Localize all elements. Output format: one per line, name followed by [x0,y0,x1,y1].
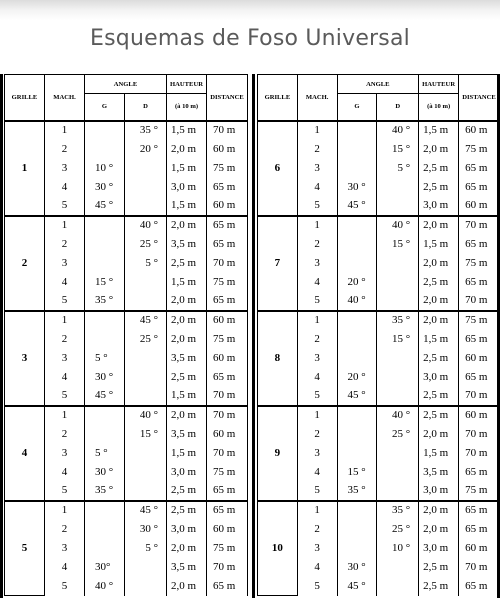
mach-cell: 2 [297,330,337,349]
angle-d-cell: 25 ° [377,425,419,444]
hauteur-cell: 1,5 m [167,273,207,292]
hauteur-cell: 2,0 m [419,216,459,235]
mach-cell: 2 [297,235,337,254]
angle-d-cell [377,444,419,463]
mach-cell: 3 [45,159,85,178]
angle-d-cell [377,197,419,216]
distance-cell: 65 m [459,235,500,254]
distance-cell: 75 m [207,463,248,482]
header-mach: MACH. [297,75,337,121]
hauteur-cell: 2,5 m [419,159,459,178]
distance-cell: 75 m [459,482,500,501]
table-row [258,121,500,140]
angle-d-cell: 40 ° [377,406,419,425]
angle-d-cell [125,349,167,368]
header-hauteur: HAUTEUR [167,75,207,94]
distance-cell: 75 m [207,539,248,558]
hauteur-cell: 2,0 m [419,520,459,539]
grille-number: 6 [258,121,298,216]
angle-g-cell: 10 ° [85,159,125,178]
mach-cell: 2 [45,520,85,539]
distance-cell: 60 m [207,197,248,216]
header-angle: ANGLE [337,75,419,94]
angle-d-cell [125,197,167,216]
angle-g-cell [337,140,377,159]
hauteur-cell: 3,0 m [419,368,459,387]
angle-g-cell: 30 ° [337,558,377,577]
distance-cell: 65 m [207,235,248,254]
hauteur-cell: 3,5 m [167,558,207,577]
grille-number: 3 [5,311,45,406]
table-body-right [258,121,500,596]
mach-cell: 5 [45,577,85,596]
distance-cell: 60 m [459,539,500,558]
angle-d-cell: 40 ° [125,406,167,425]
distance-cell: 65 m [459,159,500,178]
angle-d-cell [125,482,167,501]
mach-cell: 1 [297,501,337,520]
distance-cell: 65 m [207,501,248,520]
hauteur-cell: 2,0 m [167,577,207,596]
hauteur-cell: 2,0 m [419,501,459,520]
distance-cell: 65 m [459,368,500,387]
mach-cell: 2 [297,140,337,159]
mach-cell: 3 [297,539,337,558]
mach-cell: 3 [45,349,85,368]
hauteur-cell: 2,5 m [419,387,459,406]
grille-number: 5 [5,501,45,596]
angle-g-cell: 15 ° [85,273,125,292]
hauteur-cell: 3,0 m [167,520,207,539]
mach-cell: 5 [297,197,337,216]
header-mach: MACH. [45,75,85,121]
hauteur-cell: 2,0 m [167,311,207,330]
header-distance: DISTANCE [207,75,248,121]
angle-d-cell [377,387,419,406]
hauteur-cell: 3,0 m [167,178,207,197]
angle-g-cell: 35 ° [85,292,125,311]
distance-cell: 65 m [207,292,248,311]
angle-d-cell: 5 ° [125,254,167,273]
hauteur-cell: 2,0 m [167,292,207,311]
hauteur-cell: 2,5 m [419,349,459,368]
hauteur-cell: 1,5 m [167,159,207,178]
hauteur-cell: 2,0 m [419,140,459,159]
mach-cell: 2 [297,520,337,539]
angle-d-cell: 40 ° [125,216,167,235]
mach-cell: 2 [45,330,85,349]
header-grille: GRILLE [258,75,298,121]
angle-g-cell: 35 ° [85,482,125,501]
angle-d-cell: 15 ° [377,140,419,159]
angle-g-cell: 45 ° [337,577,377,596]
angle-g-cell [337,330,377,349]
angle-g-cell [85,216,125,235]
angle-g-cell: 45 ° [85,387,125,406]
mach-cell: 1 [297,121,337,140]
angle-d-cell: 15 ° [377,330,419,349]
distance-cell: 70 m [207,558,248,577]
header-grille: GRILLE [5,75,45,121]
distance-cell: 65 m [207,368,248,387]
center-divider-bar [252,74,255,598]
angle-d-cell [125,159,167,178]
table-row [258,311,500,330]
angle-g-cell [85,330,125,349]
angle-d-cell [125,444,167,463]
angle-g-cell [337,444,377,463]
angle-d-cell [377,273,419,292]
angle-d-cell: 15 ° [125,425,167,444]
angle-g-cell: 20 ° [337,273,377,292]
table-row [5,311,248,330]
hauteur-cell: 2,5 m [419,577,459,596]
angle-d-cell: 40 ° [377,121,419,140]
angle-g-cell [337,520,377,539]
distance-cell: 70 m [459,425,500,444]
angle-g-cell [337,425,377,444]
mach-cell: 3 [45,539,85,558]
mach-cell: 4 [45,558,85,577]
mach-cell: 4 [297,178,337,197]
schema-table-left [4,74,248,596]
distance-cell: 65 m [459,501,500,520]
distance-cell: 65 m [459,330,500,349]
angle-g-cell [85,140,125,159]
mach-cell: 4 [45,463,85,482]
angle-g-cell [85,254,125,273]
angle-g-cell [337,121,377,140]
table-row [5,501,248,520]
mach-cell: 5 [45,197,85,216]
angle-d-cell [377,292,419,311]
header-distance: DISTANCE [459,75,500,121]
angle-d-cell [125,178,167,197]
distance-cell: 60 m [207,311,248,330]
grille-number: 8 [258,311,298,406]
angle-g-cell [85,121,125,140]
table-row [5,121,248,140]
hauteur-cell: 1,5 m [167,121,207,140]
hauteur-cell: 1,5 m [167,444,207,463]
angle-g-cell [85,311,125,330]
hauteur-cell: 1,5 m [419,444,459,463]
angle-g-cell [85,539,125,558]
angle-d-cell [377,178,419,197]
angle-g-cell [337,254,377,273]
distance-cell: 70 m [459,292,500,311]
angle-g-cell: 5 ° [85,349,125,368]
angle-d-cell: 30 ° [125,520,167,539]
angle-g-cell [85,501,125,520]
angle-g-cell [337,311,377,330]
distance-cell: 75 m [207,330,248,349]
table-body-left [5,121,248,596]
hauteur-cell: 1,5 m [167,197,207,216]
distance-cell: 65 m [207,482,248,501]
hauteur-cell: 2,0 m [167,406,207,425]
mach-cell: 5 [45,482,85,501]
distance-cell: 75 m [459,311,500,330]
angle-g-cell [337,159,377,178]
hauteur-cell: 2,0 m [419,254,459,273]
angle-d-cell: 20 ° [125,140,167,159]
mach-cell: 5 [45,292,85,311]
angle-g-cell: 40 ° [337,292,377,311]
grille-number: 2 [5,216,45,311]
angle-d-cell: 35 ° [377,501,419,520]
mach-cell: 1 [297,406,337,425]
distance-cell: 65 m [459,520,500,539]
angle-g-cell [337,406,377,425]
hauteur-cell: 2,0 m [419,311,459,330]
hauteur-cell: 1,5 m [419,235,459,254]
distance-cell: 70 m [459,387,500,406]
distance-cell: 60 m [459,121,500,140]
hauteur-cell: 2,5 m [419,178,459,197]
angle-d-cell: 25 ° [377,520,419,539]
angle-g-cell: 40 ° [85,577,125,596]
table-row [258,406,500,425]
grille-number: 7 [258,216,298,311]
angle-d-cell: 25 ° [125,235,167,254]
angle-d-cell [377,577,419,596]
hauteur-cell: 2,5 m [419,558,459,577]
grille-number: 9 [258,406,298,501]
mach-cell: 2 [45,235,85,254]
hauteur-cell: 3,5 m [419,463,459,482]
mach-cell: 5 [297,482,337,501]
angle-g-cell [85,520,125,539]
angle-g-cell [337,349,377,368]
angle-d-cell [125,463,167,482]
mach-cell: 4 [45,273,85,292]
hauteur-cell: 2,0 m [419,292,459,311]
angle-g-cell [85,235,125,254]
angle-g-cell: 35 ° [337,482,377,501]
distance-cell: 65 m [207,178,248,197]
mach-cell: 3 [297,444,337,463]
angle-g-cell: 5 ° [85,444,125,463]
distance-cell: 60 m [207,349,248,368]
mach-cell: 3 [297,159,337,178]
schema-table-right [257,74,500,596]
angle-g-cell: 45 ° [337,197,377,216]
header-hauteur-sub: (à 10 m) [167,94,207,121]
angle-d-cell [377,368,419,387]
angle-d-cell: 25 ° [125,330,167,349]
distance-cell: 60 m [459,349,500,368]
distance-cell: 75 m [459,254,500,273]
distance-cell: 60 m [459,197,500,216]
hauteur-cell: 3,0 m [419,539,459,558]
angle-g-cell: 30 ° [85,463,125,482]
mach-cell: 4 [297,368,337,387]
angle-d-cell: 35 ° [125,121,167,140]
distance-cell: 70 m [207,444,248,463]
angle-d-cell [377,254,419,273]
hauteur-cell: 3,5 m [167,235,207,254]
hauteur-cell: 1,5 m [419,330,459,349]
angle-g-cell: 30° [85,558,125,577]
mach-cell: 1 [297,216,337,235]
angle-d-cell: 15 ° [377,235,419,254]
mach-cell: 4 [45,368,85,387]
hauteur-cell: 2,0 m [167,216,207,235]
mach-cell: 5 [297,577,337,596]
angle-d-cell [125,577,167,596]
hauteur-cell: 3,5 m [167,349,207,368]
distance-cell: 60 m [207,425,248,444]
distance-cell: 65 m [207,216,248,235]
mach-cell: 2 [297,425,337,444]
distance-cell: 70 m [459,444,500,463]
table-row [5,216,248,235]
mach-cell: 5 [45,387,85,406]
mach-cell: 3 [45,444,85,463]
angle-g-cell [85,425,125,444]
angle-g-cell [337,216,377,235]
distance-cell: 70 m [207,121,248,140]
angle-d-cell: 45 ° [125,311,167,330]
distance-cell: 75 m [207,159,248,178]
angle-g-cell [337,235,377,254]
hauteur-cell: 3,0 m [419,482,459,501]
angle-d-cell [125,368,167,387]
grille-number: 4 [5,406,45,501]
angle-g-cell: 30 ° [85,368,125,387]
angle-g-cell: 45 ° [337,387,377,406]
angle-d-cell [125,387,167,406]
distance-cell: 75 m [459,140,500,159]
angle-d-cell [125,292,167,311]
header-g: G [85,94,125,121]
hauteur-cell: 2,5 m [167,482,207,501]
angle-g-cell: 45 ° [85,197,125,216]
mach-cell: 3 [45,254,85,273]
distance-cell: 70 m [459,216,500,235]
angle-g-cell [337,501,377,520]
header-d: D [125,94,167,121]
hauteur-cell: 3,0 m [167,463,207,482]
distance-cell: 70 m [207,406,248,425]
distance-cell: 60 m [207,520,248,539]
distance-cell: 60 m [207,140,248,159]
table-row [258,216,500,235]
grille-number: 1 [5,121,45,216]
mach-cell: 4 [45,178,85,197]
distance-cell: 65 m [459,273,500,292]
distance-cell: 65 m [459,463,500,482]
hauteur-cell: 2,0 m [167,330,207,349]
hauteur-cell: 2,5 m [167,254,207,273]
mach-cell: 1 [45,311,85,330]
angle-d-cell [125,273,167,292]
angle-d-cell [377,463,419,482]
angle-d-cell: 45 ° [125,501,167,520]
distance-cell: 70 m [207,387,248,406]
angle-d-cell: 40 ° [377,216,419,235]
mach-cell: 2 [45,425,85,444]
mach-cell: 1 [45,121,85,140]
distance-cell: 75 m [207,273,248,292]
angle-d-cell [377,349,419,368]
angle-g-cell [85,406,125,425]
mach-cell: 4 [297,558,337,577]
angle-d-cell: 10 ° [377,539,419,558]
hauteur-cell: 2,0 m [167,140,207,159]
angle-g-cell: 30 ° [337,178,377,197]
header-d: D [377,94,419,121]
distance-cell: 70 m [207,254,248,273]
hauteur-cell: 2,5 m [167,501,207,520]
hauteur-cell: 1,5 m [419,121,459,140]
left-edge-bar [0,74,3,598]
angle-d-cell: 35 ° [377,311,419,330]
mach-cell: 1 [45,406,85,425]
angle-d-cell [377,482,419,501]
grille-number: 10 [258,501,298,596]
header-hauteur: HAUTEUR [419,75,459,94]
distance-cell: 70 m [459,558,500,577]
distance-cell: 65 m [459,178,500,197]
table-row [5,406,248,425]
angle-d-cell: 5 ° [377,159,419,178]
hauteur-cell: 3,5 m [167,425,207,444]
hauteur-cell: 2,5 m [167,368,207,387]
hauteur-cell: 2,0 m [167,539,207,558]
page-title: Esquemas de Foso Universal [90,26,410,51]
angle-g-cell: 20 ° [337,368,377,387]
mach-cell: 2 [45,140,85,159]
mach-cell: 5 [297,292,337,311]
hauteur-cell: 2,0 m [419,425,459,444]
hauteur-cell: 1,5 m [167,387,207,406]
hauteur-cell: 3,0 m [419,197,459,216]
angle-d-cell [377,558,419,577]
mach-cell: 1 [45,216,85,235]
distance-cell: 65 m [459,577,500,596]
header-g: G [337,94,377,121]
angle-d-cell: 5 ° [125,539,167,558]
mach-cell: 1 [297,311,337,330]
angle-g-cell [337,539,377,558]
mach-cell: 5 [297,387,337,406]
mach-cell: 1 [45,501,85,520]
table-row [258,501,500,520]
distance-cell: 60 m [459,406,500,425]
angle-g-cell: 30 ° [85,178,125,197]
mach-cell: 3 [297,349,337,368]
hauteur-cell: 2,5 m [419,273,459,292]
mach-cell: 4 [297,273,337,292]
distance-cell: 65 m [207,577,248,596]
header-hauteur-sub: (à 10 m) [419,94,459,121]
header-angle: ANGLE [85,75,167,94]
mach-cell: 3 [297,254,337,273]
angle-g-cell: 15 ° [337,463,377,482]
angle-d-cell [125,558,167,577]
mach-cell: 4 [297,463,337,482]
hauteur-cell: 2,5 m [419,406,459,425]
